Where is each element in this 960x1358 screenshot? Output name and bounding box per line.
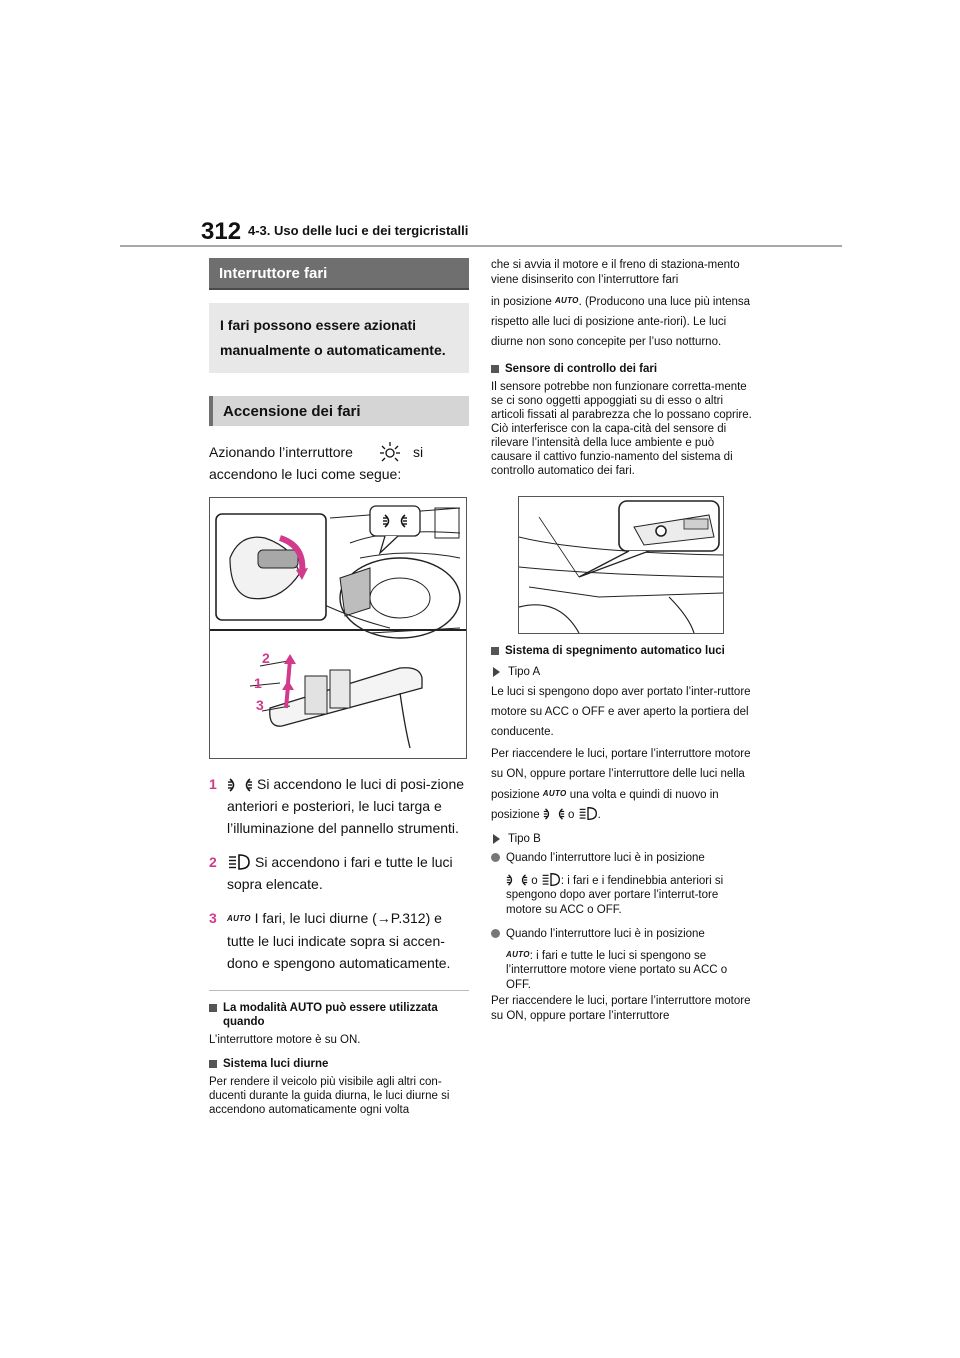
parking-lights-icon [227, 777, 253, 793]
note-title [491, 644, 753, 658]
text-fragment: : i fari e i fendinebbia anteriori si spengono dopo aver portare l’interrut-tore motore su ACC o OFF. [506, 874, 724, 916]
auto-icon: AUTO [554, 296, 579, 305]
note-title-text: Sensore di controllo dei fari [505, 363, 658, 375]
notes-divider [209, 990, 469, 991]
type-a-heading [491, 666, 753, 678]
parking-lights-icon [543, 807, 565, 821]
bullet-item [491, 851, 753, 866]
light-switch-icon [379, 440, 401, 462]
note-body: Il sensore potrebbe non funzionare corretta-mente se ci sono oggetti appoggiati su di esso o altri articoli fissati al parabrezza che lo possano coprire. Ciò interferisce con la capa-cità del sensore di rilevare l’intensità della luce ambiente e può causare il cattivo funzio-namento del sistema di controllo automatico dei fari. [491, 381, 752, 477]
square-bullet-icon [209, 1004, 217, 1012]
type-a-reset: Per riaccendere le luci, portare l’interruttore motore su ON, oppure portare l’interruttore delle luci nella posizione AUTO una volta e quindi di nuovo in posizione o . [491, 748, 751, 821]
section-summary: I fari possono essere azionati manualmente o automaticamente. [209, 303, 469, 373]
auto-icon: AUTO [227, 914, 251, 923]
type-b-heading [491, 833, 753, 845]
text-fragment: : i fari e tutte le luci si spengono se l’interruttore motore viene portato su ACC o OFF. [506, 949, 728, 991]
light-positions-list [209, 773, 469, 974]
header-divider [120, 245, 842, 247]
text-fragment: Quando l’interruttore luci è in posizione [506, 928, 705, 940]
auto-icon: AUTO [506, 949, 530, 959]
note-title-text: Sistema luci diurne [223, 1058, 329, 1070]
list-item [209, 907, 469, 974]
text-fragment: Per riaccendere le luci, portare l’interruttore motore su ON, oppure portare l’interruttore delle luci nella posizione [491, 748, 751, 801]
item-number: 1 [209, 776, 217, 792]
bullet-item-cont [491, 872, 753, 918]
circle-bullet-icon [491, 853, 500, 862]
bullet-item [491, 927, 753, 942]
parking-lights-icon [506, 873, 528, 887]
circle-bullet-icon [491, 929, 500, 938]
figure-label-3: 3 [256, 697, 264, 713]
note-title [491, 362, 753, 376]
sensor-illustration [519, 497, 723, 633]
text-fragment: una volta e quindi di nuovo in posizione [491, 789, 719, 821]
note-title-text: Sistema di spegnimento automatico luci [505, 645, 725, 657]
headlight-switch-figure [209, 497, 467, 759]
type-label: Tipo A [508, 666, 541, 678]
bullet-item-cont [491, 948, 753, 993]
type-a-body: Le luci si spengono dopo aver portato l’inter-ruttore motore su ACC o OFF e aver aperto la portiera del conducente. [491, 686, 751, 738]
square-bullet-icon [491, 365, 499, 373]
intro-pre: Azionando l’interruttore [209, 444, 353, 460]
intro-line2: accendono le luci come segue: [209, 466, 402, 482]
item-text: I fari, le luci diurne (→P.312) e tutte le luci indicate sopra si accen-dono e spengono automaticamente. [227, 910, 451, 971]
triangle-bullet-icon [493, 834, 500, 844]
list-item [209, 851, 469, 895]
drl-continued-2 [491, 291, 753, 352]
intro-post: si [412, 444, 424, 460]
subsection-title: Accensione dei fari [209, 396, 469, 426]
note-title [209, 1057, 469, 1071]
headlights-icon [541, 872, 561, 887]
headlights-icon [227, 853, 251, 871]
item-text: Si accendono i fari e tutte le luci sopra elencate. [227, 854, 453, 892]
left-column [209, 258, 469, 1117]
text-fragment: . (Producono una luce più intensa rispetto alle luci di posizione ante-riori). Le luci diurne non sono concepite per l’uso notturno. [491, 296, 751, 348]
note-title [209, 1001, 469, 1029]
chapter-title: 4-3. Uso delle luci e dei tergicristalli [248, 223, 469, 238]
item-number: 2 [209, 854, 217, 870]
auto-icon: AUTO [542, 789, 567, 798]
switch-illustration [210, 498, 466, 758]
list-item [209, 773, 469, 839]
note-body: Per rendere il veicolo più visibile agli altri con-ducenti durante la guida diurna, le luci diurne si accendono automaticamente ogni volta [209, 1076, 450, 1116]
note-body: L’interruttore motore è su ON. [209, 1034, 361, 1046]
text-fragment: Quando l’interruttore luci è in posizione [506, 852, 705, 864]
page-number: 312 [201, 218, 242, 245]
text-fragment: o [568, 809, 575, 821]
text-fragment: o [531, 874, 538, 887]
item-number: 3 [209, 910, 217, 926]
note-title-text: La modalità AUTO può essere utilizzata quando [223, 1002, 438, 1028]
section-title: Interruttore fari [209, 258, 469, 290]
item-text: Si accendono le luci di posi-zione anteriori e posteriori, le luci targa e l’illuminazione del pannello strumenti. [227, 776, 465, 836]
drl-continued: che si avvia il motore e il freno di staziona-mento viene disinserito con l’interruttore fari [491, 259, 740, 286]
sensor-figure [518, 496, 724, 634]
square-bullet-icon [491, 647, 499, 655]
square-bullet-icon [209, 1060, 217, 1068]
final-text: Per riaccendere le luci, portare l’interruttore motore su ON, oppure portare l’interruttore [491, 995, 751, 1022]
figure-label-2: 2 [262, 650, 270, 666]
right-column [491, 258, 753, 1023]
headlights-icon [578, 806, 598, 821]
type-label: Tipo B [508, 833, 541, 845]
figure-label-1: 1 [254, 675, 262, 691]
intro-text [209, 440, 469, 485]
text-fragment: in posizione [491, 296, 552, 308]
triangle-bullet-icon [493, 667, 500, 677]
